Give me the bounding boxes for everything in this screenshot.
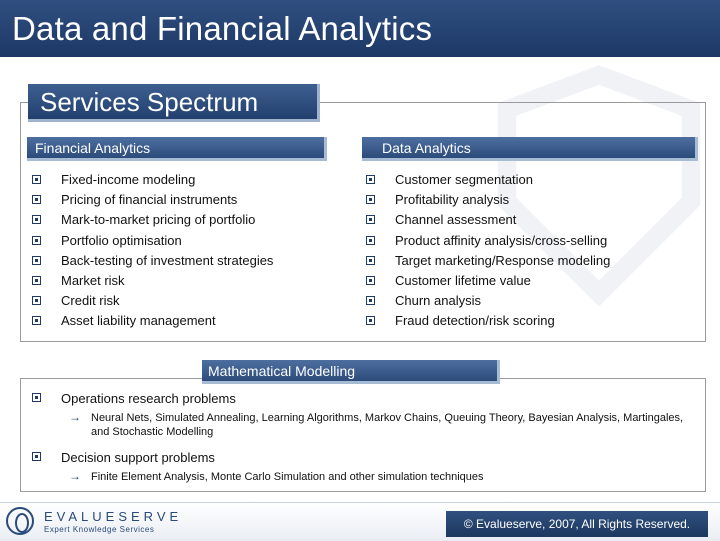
list-item-text: Channel assessment [395,212,517,228]
list-item-text: Mark-to-market pricing of portfolio [61,212,256,228]
list-item [366,291,610,311]
bullet-icon [366,236,375,245]
logo-tagline: Expert Knowledge Services [44,525,155,534]
data-analytics-heading: Data Analytics [362,137,698,161]
list-item [32,190,273,210]
arrow-right-icon: → [69,469,81,483]
list-item-text: Customer segmentation [395,172,534,187]
bullet-icon [366,256,375,265]
bullet-icon [366,215,375,224]
list-item [32,170,273,190]
bullet-icon [32,236,41,245]
bullet-icon [366,175,375,184]
list-item-text: Product affinity analysis/cross-selling [395,232,608,248]
list-item [32,449,692,467]
list-item [32,271,273,291]
bullet-icon [32,296,41,305]
bullet-icon [32,393,41,402]
mathematical-modelling-heading: Mathematical Modelling [202,360,500,384]
list-item [366,251,610,271]
list-item-text: Churn analysis [395,293,481,309]
bullet-icon [366,296,375,305]
bullet-icon [366,195,375,204]
list-item-text: Portfolio optimisation [61,232,182,248]
list-item-text: Fixed-income modeling [61,172,196,187]
arrow-right-icon: → [69,410,81,424]
list-item [366,311,610,331]
list-item [366,170,610,190]
page-title: Data and Financial Analytics [12,10,433,47]
list-item [32,390,692,408]
list-item-text: Decision support problems [61,450,215,465]
title-bar [0,0,720,57]
list-item [366,231,610,251]
bullet-icon [32,452,41,461]
bullet-icon [366,276,375,285]
data-analytics-list [366,170,610,332]
list-item-text: Target marketing/Response modeling [395,252,611,268]
list-item-text: Back-testing of investment strategies [61,252,274,268]
financial-analytics-heading: Financial Analytics [27,137,327,161]
bullet-icon [32,256,41,265]
list-item-text: Operations research problems [61,391,236,406]
mathematical-modelling-list [32,390,692,484]
bullet-icon [366,316,375,325]
list-item-text: Fraud detection/risk scoring [395,313,555,329]
list-item [32,291,273,311]
list-item [366,210,610,230]
financial-analytics-list [32,170,273,332]
list-item-text: Asset liability management [61,313,216,329]
bullet-icon [32,316,41,325]
list-item-text: Pricing of financial instruments [61,192,238,208]
evalueserve-logo-icon [6,507,34,535]
bullet-icon [32,215,41,224]
copyright-notice: © Evalueserve, 2007, All Rights Reserved. [446,511,708,537]
list-item-text: Profitability analysis [395,192,510,208]
bullet-icon [32,276,41,285]
list-item-text: Credit risk [61,293,120,309]
detail-text: Neural Nets, Simulated Annealing, Learning Algorithms, Markov Chains, Queuing Theory, Bayesian Analysis, Martingales, and Stochastic Modelling [91,412,684,438]
list-item [32,251,273,271]
list-item [366,190,610,210]
services-spectrum-title: Services Spectrum [28,84,320,122]
list-item-text: Customer lifetime value [395,272,531,288]
detail-text: Finite Element Analysis, Monte Carlo Simulation and other simulation techniques [91,471,484,483]
list-item [32,210,273,230]
logo-text: EVALUESERVE [44,509,183,524]
list-item [32,311,273,331]
bullet-icon [32,175,41,184]
bullet-icon [32,195,41,204]
list-item [32,231,273,251]
list-item-detail [32,470,692,484]
list-item-text: Market risk [61,272,125,288]
list-item-detail [32,411,692,439]
list-item [366,271,610,291]
